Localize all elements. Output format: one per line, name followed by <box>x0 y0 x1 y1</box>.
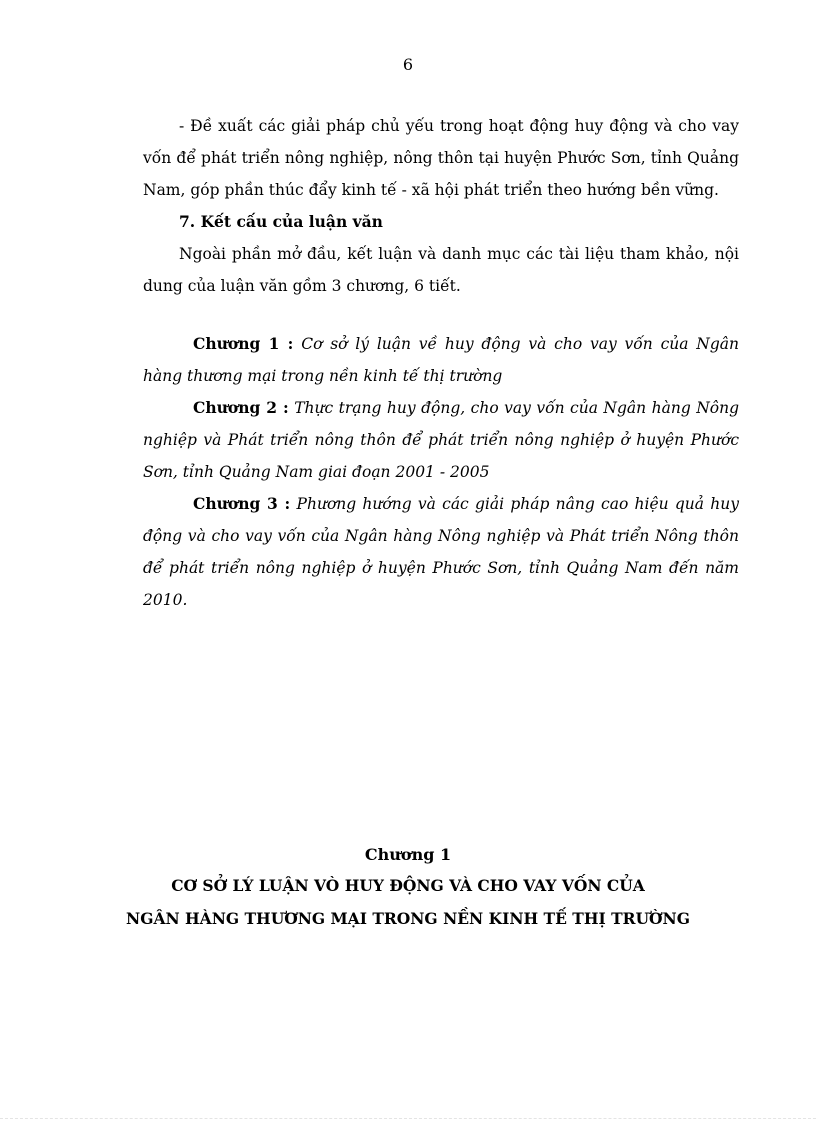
chapter-label: Chương 1 : <box>193 334 294 353</box>
intro-bullet-paragraph: - Đề xuất các giải pháp chủ yếu trong hoạt động huy động và cho vay vốn để phát triển nông nghiệp, nông thôn tại huyện Phước Sơn, tỉnh Quảng Nam, góp phần thúc đẩy kinh tế - xã hội phát triển theo hướng bền vững. <box>143 117 739 199</box>
chapter-description: Cơ sở lý luận về huy động và cho vay vốn của Ngân hàng thương mại trong nền kinh tế thị trường <box>143 335 739 385</box>
chapter-label: Chương 3 : <box>193 494 291 513</box>
section-heading: 7. Kết cấu của luận văn <box>179 212 383 231</box>
chapter-summary-2 <box>143 392 739 488</box>
chapter-title-line-2: NGÂN HÀNG THƯƠNG MẠI TRONG NỀN KINH TẾ THỊ TRƯỜNG <box>126 909 690 928</box>
chapter-number-heading: Chương 1 <box>364 845 452 864</box>
chapter-description: Phương hướng và các giải pháp nâng cao hiệu quả huy động và cho vay vốn của Ngân hàng Nông nghiệp và Phát triển Nông thôn để phát triển nông nghiệp ở huyện Phước Sơn, tỉnh Quảng Nam đến năm 2010. <box>143 495 739 609</box>
chapter-title-line-1: CƠ SỞ LÝ LUẬN VÒ HUY ĐỘNG VÀ CHO VAY VỐN CỦA <box>171 876 645 895</box>
chapter-summary-3 <box>143 488 739 616</box>
chapter-summary-1 <box>143 328 739 392</box>
chapter-description: Thực trạng huy động, cho vay vốn của Ngân hàng Nông nghiệp và Phát triển nông thôn để phát triển nông nghiệp ở huyện Phước Sơn, tỉnh Quảng Nam giai đoạn 2001 - 2005 <box>143 399 740 481</box>
page-bottom-divider <box>0 1118 816 1119</box>
section-paragraph: Ngoài phần mở đầu, kết luận và danh mục các tài liệu tham khảo, nội dung của luận văn gồm 3 chương, 6 tiết. <box>143 245 739 295</box>
chapter-label: Chương 2 : <box>193 398 289 417</box>
page-number: 6 <box>402 55 414 74</box>
